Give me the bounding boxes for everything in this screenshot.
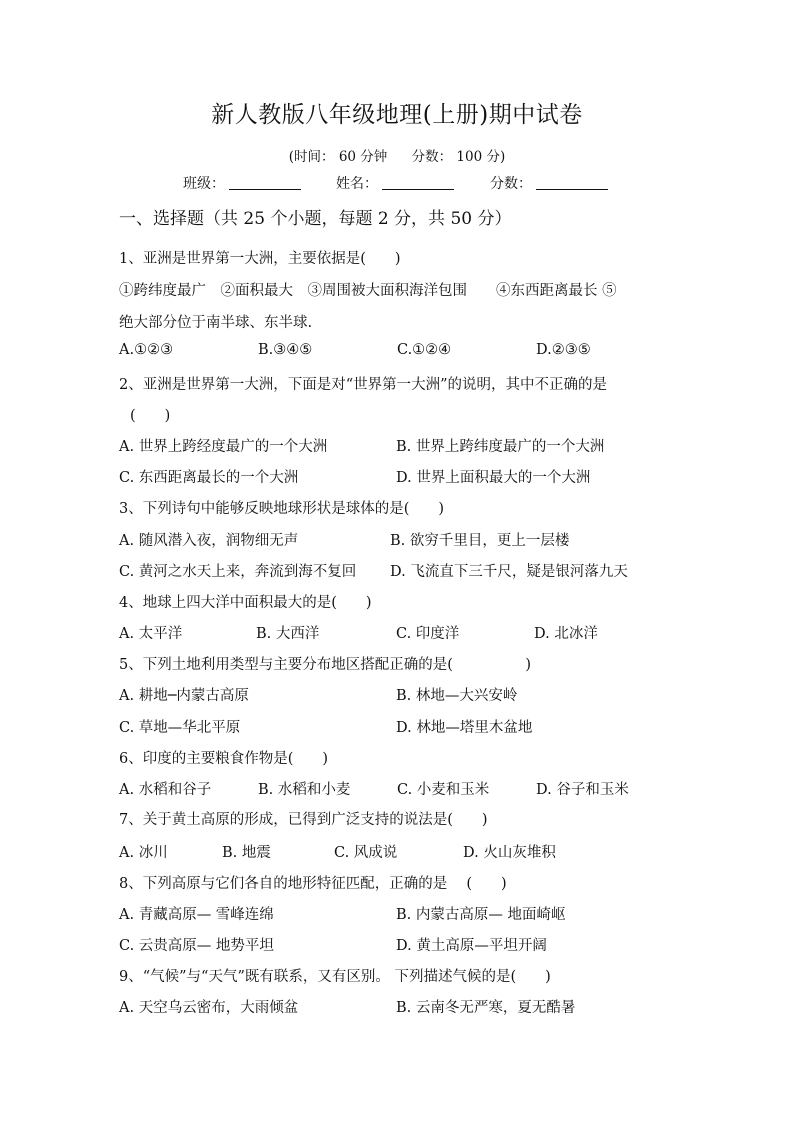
- q6-option-b[interactable]: B. 水稻和小麦: [258, 782, 351, 798]
- exam-score: 分数： 100 分): [411, 149, 506, 165]
- q9-option-b[interactable]: B. 云南冬无严寒，夏无酷暑: [396, 1000, 576, 1016]
- q5-option-c[interactable]: C. 草地—华北平原: [119, 720, 241, 736]
- q1-option-c[interactable]: C.①②④: [397, 342, 452, 358]
- q8-option-c[interactable]: C. 云贵高原— 地势平坦: [119, 938, 274, 954]
- q2-option-a[interactable]: A. 世界上跨经度最广的一个大洲: [119, 439, 328, 455]
- score-blank[interactable]: [536, 174, 608, 190]
- score-label: 分数：: [490, 176, 532, 192]
- q8-option-b[interactable]: B. 内蒙古高原— 地面崎岖: [396, 907, 566, 923]
- name-label: 姓名：: [336, 176, 378, 192]
- section-heading: 一、选择题（共 25 个小题，每题 2 分，共 50 分）: [119, 209, 512, 229]
- q3-stem: 3、下列诗句中能够反映地球形状是球体的是( ): [119, 501, 445, 517]
- q5-stem: 5、下列土地利用类型与主要分布地区搭配正确的是( ): [119, 657, 532, 673]
- q9-stem: 9、“气候”与“天气”既有联系，又有区别。 下列描述气候的是( ): [119, 969, 551, 985]
- q1-option-b[interactable]: B.③④⑤: [258, 342, 313, 358]
- exam-time: (时间： 60 分钟: [288, 149, 388, 165]
- name-blank[interactable]: [382, 174, 454, 190]
- q8-option-a[interactable]: A. 青藏高原— 雪峰连绵: [119, 907, 274, 923]
- q4-option-b[interactable]: B. 大西洋: [256, 626, 320, 642]
- class-blank[interactable]: [229, 174, 301, 190]
- q6-stem: 6、印度的主要粮食作物是( ): [119, 751, 329, 767]
- exam-subtitle: [0, 145, 794, 165]
- q4-option-c[interactable]: C. 印度洋: [396, 626, 460, 642]
- q3-option-a[interactable]: A. 随风潜入夜，润物细无声: [119, 533, 299, 549]
- q5-option-a[interactable]: A. 耕地─内蒙古高原: [119, 688, 249, 704]
- class-field[interactable]: [183, 173, 301, 193]
- q3-option-d[interactable]: D. 飞流直下三千尺，疑是银河落九天: [390, 564, 628, 580]
- q7-option-d[interactable]: D. 火山灰堆积: [463, 845, 556, 861]
- q1-items-line2: 绝大部分位于南半球、东半球.: [119, 315, 313, 331]
- q5-option-d[interactable]: D. 林地—塔里木盆地: [396, 720, 533, 736]
- q3-option-c[interactable]: C. 黄河之水天上来，奔流到海不复回: [119, 564, 357, 580]
- q7-stem: 7、关于黄土高原的形成，已得到广泛支持的说法是( ): [119, 812, 488, 828]
- q2-option-d[interactable]: D. 世界上面积最大的一个大洲: [396, 470, 591, 486]
- q6-option-c[interactable]: C. 小麦和玉米: [397, 782, 490, 798]
- q4-option-d[interactable]: D. 北冰洋: [534, 626, 598, 642]
- q1-option-d[interactable]: D.②③⑤: [536, 342, 591, 358]
- class-label: 班级：: [183, 176, 225, 192]
- q8-stem: 8、下列高原与它们各自的地形特征匹配，正确的是 ( ): [119, 876, 507, 892]
- q2-stem-cont: ( ): [130, 408, 171, 424]
- q6-option-a[interactable]: A. 水稻和谷子: [119, 782, 212, 798]
- q2-option-c[interactable]: C. 东西距离最长的一个大洲: [119, 470, 299, 486]
- q6-option-d[interactable]: D. 谷子和玉米: [536, 782, 629, 798]
- page-title: 新人教版八年级地理(上册)期中试卷: [211, 102, 583, 128]
- q4-stem: 4、地球上四大洋中面积最大的是( ): [119, 595, 372, 611]
- q2-option-b[interactable]: B. 世界上跨纬度最广的一个大洲: [396, 439, 605, 455]
- q1-items-line1: ①跨纬度最广 ②面积最大 ③周围被大面积海洋包围 ④东西距离最长 ⑤: [119, 283, 617, 299]
- q1-option-a[interactable]: A.①②③: [119, 342, 174, 358]
- score-field[interactable]: [490, 173, 608, 193]
- q5-option-b[interactable]: B. 林地—大兴安岭: [396, 688, 518, 704]
- name-field[interactable]: [336, 173, 454, 193]
- q7-option-a[interactable]: A. 冰川: [119, 845, 168, 861]
- q9-option-a[interactable]: A. 天空乌云密布，大雨倾盆: [119, 1000, 299, 1016]
- q3-option-b[interactable]: B. 欲穷千里目，更上一层楼: [390, 533, 570, 549]
- q4-option-a[interactable]: A. 太平洋: [119, 626, 183, 642]
- q1-stem: 1、亚洲是世界第一大洲，主要依据是( ): [119, 251, 401, 267]
- q7-option-c[interactable]: C. 风成说: [334, 845, 398, 861]
- q7-option-b[interactable]: B. 地震: [222, 845, 271, 861]
- q8-option-d[interactable]: D. 黄土高原—平坦开阔: [396, 938, 547, 954]
- q2-stem: 2、亚洲是世界第一大洲，下面是对“世界第一大洲”的说明，其中不正确的是: [119, 377, 608, 393]
